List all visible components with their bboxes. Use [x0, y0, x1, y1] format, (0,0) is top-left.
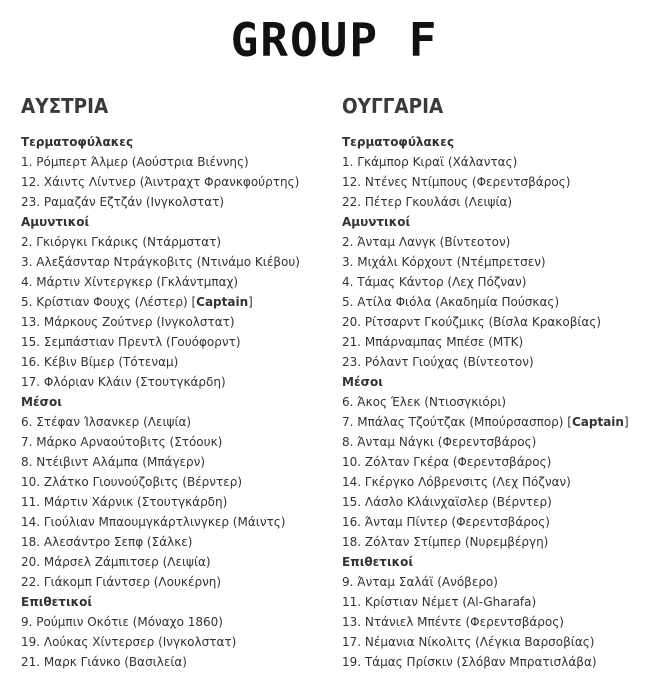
player-name: 16. Κέβιν Βίμερ (Τότεναμ) — [21, 355, 179, 369]
player-row — [21, 412, 341, 432]
player-row — [342, 472, 662, 492]
player-name: 19. Λούκας Χίντερσερ (Ινγκολστατ) — [21, 635, 237, 649]
position-heading: Μέσοι — [21, 395, 62, 409]
player-row — [342, 492, 662, 512]
player-name: 20. Ρίτσαρντ Γκούζμικς (Βίσλα Κρακοβίας) — [342, 315, 602, 329]
player-row — [342, 252, 662, 272]
position-heading: Αμυντικοί — [342, 215, 411, 229]
captain-bracket: [ — [191, 295, 197, 309]
player-row — [21, 252, 341, 272]
captain-bracket: ] — [623, 415, 629, 429]
player-row — [21, 372, 341, 392]
player-name: 3. Μιχάλι Κόρχουτ (Ντέμπρετσεν) — [342, 255, 546, 269]
player-row — [342, 312, 662, 332]
captain-bracket: [ — [567, 415, 572, 429]
player-name: 23. Ρόλαντ Γιούχας (Βίντεοτον) — [342, 355, 534, 369]
player-name: 3. Αλεξάσνταρ Ντράγκοβιτς (Ντινάμο Κιέβου) — [21, 255, 300, 269]
player-row — [21, 292, 341, 312]
player-name: 12. Χάιντς Λίντνερ (Άιντραχτ Φρανκφούρτης) — [21, 175, 300, 189]
player-row — [342, 232, 662, 252]
position-heading: Μέσοι — [342, 375, 383, 389]
player-name: 11. Κρίστιαν Νέμετ (Al-Gharafa) — [342, 595, 537, 609]
player-row — [342, 332, 662, 352]
player-name: 10. Ζόλταν Γκέρα (Φερεντσβάρος) — [342, 455, 552, 469]
position-heading: Επιθετικοί — [342, 555, 414, 569]
player-row — [21, 332, 341, 352]
player-row — [21, 232, 341, 252]
player-name: 9. Άνταμ Σαλάϊ (Ανόβερο) — [342, 575, 498, 589]
player-row — [342, 452, 662, 472]
player-row — [342, 592, 662, 612]
player-name: 15. Σεμπάστιαν Πρεντλ (Γουόφορντ) — [21, 335, 241, 349]
captain-label: Captain — [196, 295, 249, 309]
player-row — [21, 452, 341, 472]
player-row — [21, 192, 341, 212]
player-row — [21, 512, 341, 532]
player-name: 8. Άνταμ Νάγκι (Φερεντσβάρος) — [342, 435, 537, 449]
player-row — [21, 432, 341, 452]
country-heading: ΑΥΣΤΡΙΑ — [21, 94, 109, 118]
player-row — [342, 172, 662, 192]
player-row — [342, 532, 662, 552]
player-row — [342, 612, 662, 632]
player-row — [21, 472, 341, 492]
player-name: 21. Μπάρναμπας Μπέσε (ΜΤΚ) — [342, 335, 524, 349]
hungary-column — [342, 92, 662, 672]
player-name: 6. Άκος Έλεκ (Ντιοσγκιόρι) — [342, 395, 507, 409]
position-heading: Τερματοφύλακες — [342, 135, 455, 149]
player-name: 20. Μάρσελ Ζάμπιτσερ (Λειψία) — [21, 555, 211, 569]
player-row — [21, 172, 341, 192]
player-name: 9. Ρούμπιν Οκότιε (Μόναχο 1860) — [21, 615, 223, 629]
player-name: 5. Κρίστιαν Φουχς (Λέστερ) — [21, 295, 192, 309]
player-row — [21, 552, 341, 572]
player-row — [21, 632, 341, 652]
player-name: 15. Λάσλο Κλάινχαϊσλερ (Βέρντερ) — [342, 495, 552, 509]
player-row — [21, 572, 341, 592]
player-row — [342, 632, 662, 652]
player-name: 17. Νέμανια Νίκολιτς (Λέγκια Βαρσοβίας) — [342, 635, 595, 649]
player-name: 6. Στέφαν Ίλσανκερ (Λειψία) — [21, 415, 192, 429]
player-row — [342, 512, 662, 532]
player-row — [21, 612, 341, 632]
player-row — [21, 352, 341, 372]
player-name: 18. Αλεσάντρο Σεπφ (Σάλκε) — [21, 535, 193, 549]
player-name: 10. Ζλάτκο Γιουνούζοβιτς (Βέρντερ) — [21, 475, 243, 489]
player-row — [342, 572, 662, 592]
player-name: 12. Ντένες Ντίμπους (Φερεντσβάρος) — [342, 175, 571, 189]
player-row — [21, 152, 341, 172]
player-row — [342, 272, 662, 292]
player-row — [342, 412, 662, 432]
player-row — [342, 352, 662, 372]
player-name: 22. Πέτερ Γκουλάσι (Λειψία) — [342, 195, 513, 209]
player-row — [342, 392, 662, 412]
player-name: 13. Μάρκους Ζούτνερ (Ινγκολστατ) — [21, 315, 235, 329]
player-name: 4. Μάρτιν Χίντεργκερ (Γκλάντμπαχ) — [21, 275, 239, 289]
austria-column — [21, 92, 341, 672]
player-name: 4. Τάμας Κάντορ (Λεχ Πόζναν) — [342, 275, 527, 289]
player-row — [342, 292, 662, 312]
player-name: 7. Μπάλας Τζούτζακ (Μπούρσασπορ) — [342, 415, 568, 429]
player-name: 1. Ρόμπερτ Άλμερ (Αούστρια Βιέννης) — [21, 155, 249, 169]
player-row — [21, 492, 341, 512]
country-heading: ΟΥΓΓΑΡΙΑ — [342, 94, 444, 118]
player-row — [342, 152, 662, 172]
position-heading: Τερματοφύλακες — [21, 135, 134, 149]
player-name: 16. Άνταμ Πίντερ (Φερεντσβάρος) — [342, 515, 550, 529]
player-name: 2. Γκιόργκι Γκάρικς (Ντάρμστατ) — [21, 235, 222, 249]
page-title: GROUP F — [230, 13, 439, 67]
player-name: 19. Τάμας Πρίσκιν (Σλόβαν Μπρατισλάβα) — [342, 655, 597, 669]
player-name: 21. Μαρκ Γιάνκο (Βασιλεία) — [21, 655, 187, 669]
player-row — [21, 652, 341, 672]
player-row — [21, 312, 341, 332]
player-name: 18. Ζόλταν Στίμπερ (Νυρεμβέργη) — [342, 535, 549, 549]
position-heading: Αμυντικοί — [21, 215, 90, 229]
player-name: 14. Γιούλιαν Μπαουμγκάρτλινγκερ (Μάιντς) — [21, 515, 286, 529]
player-row — [21, 272, 341, 292]
player-row — [21, 532, 341, 552]
player-name: 23. Ραμαζάν Εζτζάν (Ινγκολστατ) — [21, 195, 225, 209]
player-name: 22. Γιάκομπ Γιάντσερ (Λουκέρνη) — [21, 575, 222, 589]
player-name: 11. Μάρτιν Χάρνικ (Στουτγκάρδη) — [21, 495, 228, 509]
player-row — [342, 432, 662, 452]
captain-label: Captain — [571, 415, 624, 429]
player-name: 7. Μάρκο Αρναούτοβιτς (Στόουκ) — [21, 435, 223, 449]
player-name: 8. Ντέιβιντ Αλάμπα (Μπάγερν) — [21, 455, 206, 469]
player-name: 2. Άνταμ Λανγκ (Βίντεοτον) — [342, 235, 511, 249]
player-name: 5. Ατίλα Φιόλα (Ακαδημία Πούσκας) — [342, 295, 560, 309]
player-row — [342, 652, 662, 672]
captain-bracket: ] — [248, 295, 253, 309]
player-name: 17. Φλόριαν Κλάιν (Στουτγκάρδη) — [21, 375, 226, 389]
position-heading: Επιθετικοί — [21, 595, 93, 609]
player-name: 1. Γκάμπορ Κιραϊ (Χάλαντας) — [342, 155, 518, 169]
player-row — [342, 192, 662, 212]
player-name: 14. Γκέργκο Λόβρενσιτς (Λεχ Πόζναν) — [342, 475, 571, 489]
player-name: 13. Ντάνιελ Μπέντε (Φερεντσβάρος) — [342, 615, 564, 629]
